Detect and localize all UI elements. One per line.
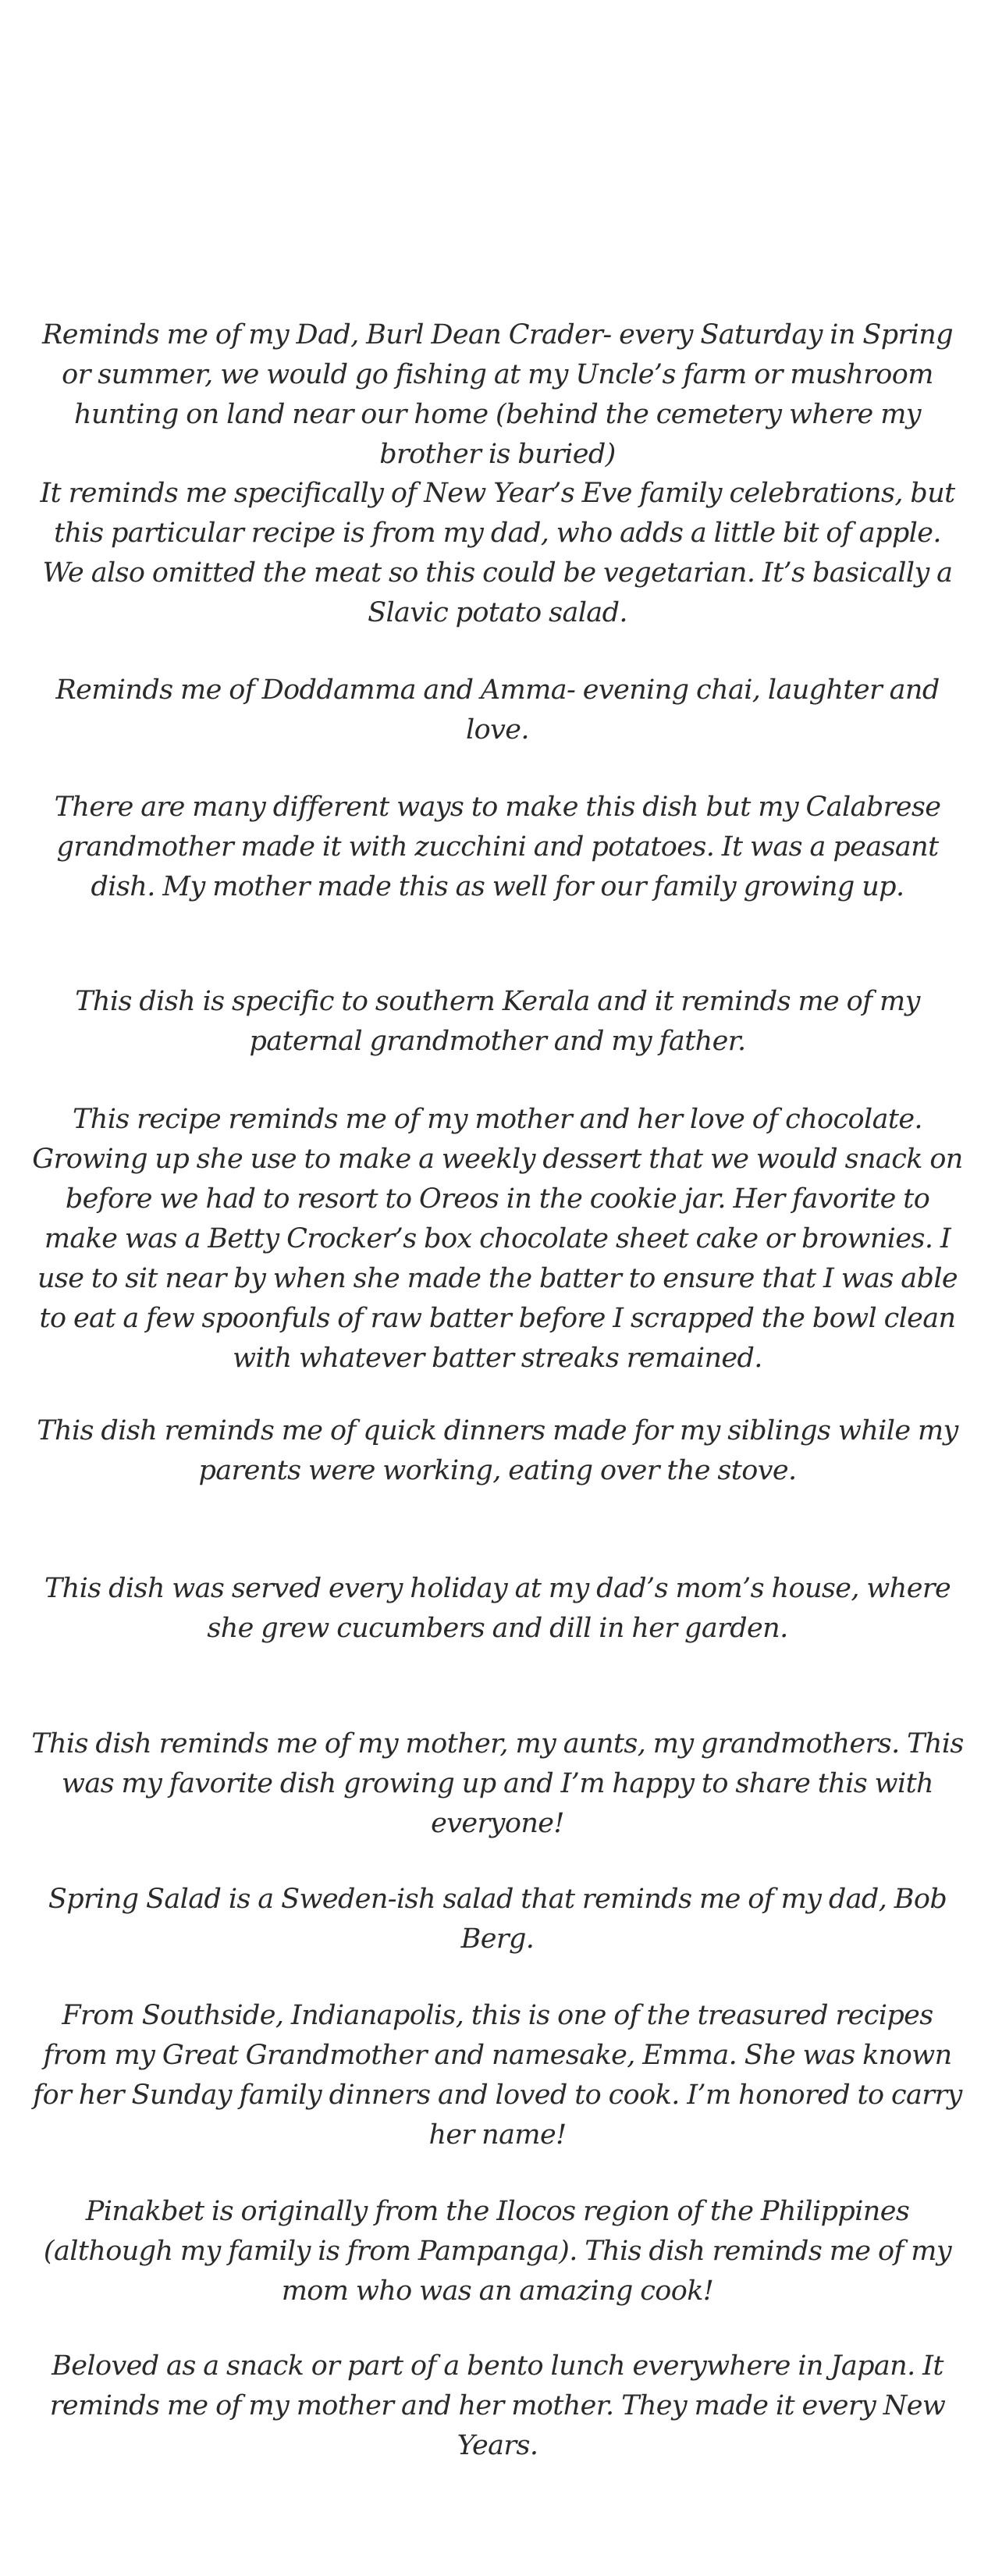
story-paragraph: Spring Salad is a Sweden-ish salad that reminds me of my dad, Bob Berg.	[48, 1884, 947, 1955]
story-paragraph: From Southside, Indianapolis, this is one of the treasured recipes from my Great Grandmother and namesake, Emma. She was known for her Sunday family dinners and loved to cook. I’m honored to carry her name!	[33, 2000, 962, 2151]
story-paragraph: Pinakbet is originally from the Ilocos region of the Philippines (although my family is from Pampanga). This dish reminds me of my mom who was an amazing cook!	[43, 2196, 952, 2307]
story-paragraph: This dish is specific to southern Kerala and it reminds me of my paternal grandmother and my father.	[75, 986, 920, 1057]
story-paragraph: Beloved as a snack or part of a bento lunch everywhere in Japan. It reminds me of my mother and her mother. They made it every New Years.	[49, 2350, 946, 2461]
story-paragraph: Reminds me of Doddamma and Amma- evening chai, laughter and love.	[55, 674, 940, 745]
story-paragraph: There are many different ways to make this dish but my Calabrese grandmother made it with zucchini and potatoes. It was a peasant dish. My mother made this as well for our family growing up.	[54, 792, 941, 902]
story-paragraph: Reminds me of my Dad, Burl Dean Crader- every Saturday in Spring or summer, we would go fishing at my Uncle’s farm or mushroom hunting on land near our home (behind the cemetery where my brother is buried)	[41, 319, 954, 470]
story-paragraph: This dish reminds me of my mother, my aunts, my grandmothers. This was my favorite dish growing up and I’m happy to share this with everyone!	[31, 1728, 964, 1839]
story-paragraph: This recipe reminds me of my mother and her love of chocolate. Growing up she use to make a weekly dessert that we would snack on before we had to resort to Oreos in the cookie jar. Her favorite to make was a Betty Crocker’s box chocolate sheet cake or brownies. I use to sit near by when she made the batter to ensure that I was able to eat a few spoonfuls of raw batter before I scrapped the bowl clean with whatever batter streaks remained.	[32, 1104, 963, 1374]
story-paragraph: This dish reminds me of quick dinners made for my siblings while my parents were working, eating over the stove.	[37, 1415, 958, 1486]
story-paragraph: It reminds me specifically of New Year’s Eve family celebrations, but this particular recipe is from my dad, who adds a little bit of apple. We also omitted the meat so this could be vegetarian. It’s basically a Slavic potato salad.	[40, 478, 955, 628]
story-paragraph: This dish was served every holiday at my dad’s mom’s house, where she grew cucumbers and dill in her garden.	[44, 1573, 951, 1644]
